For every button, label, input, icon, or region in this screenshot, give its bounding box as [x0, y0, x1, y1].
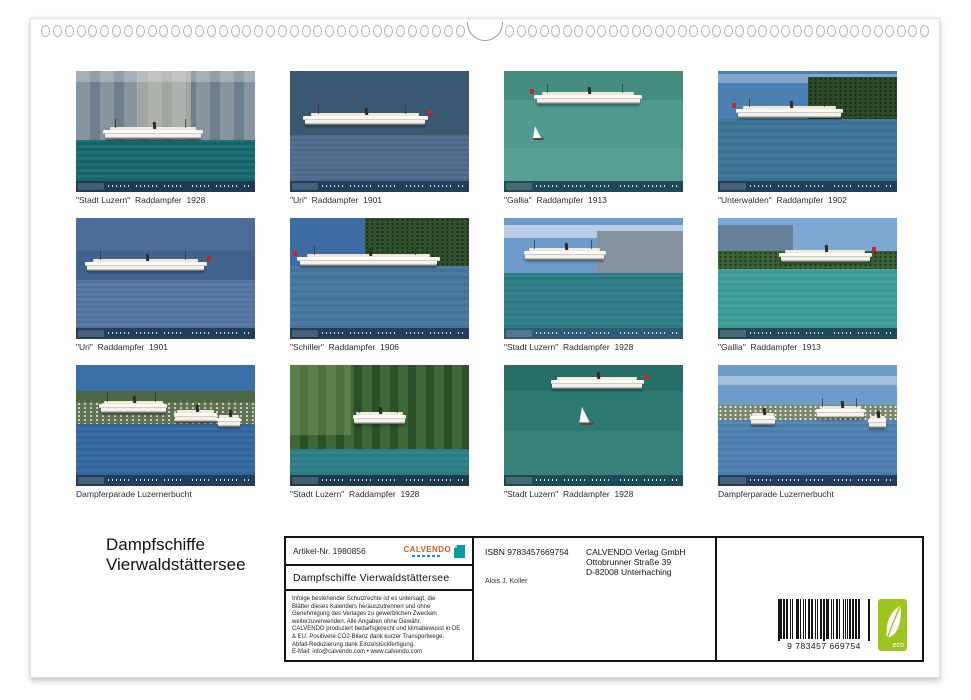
page-title-line2: Vierwaldstättersee: [106, 554, 246, 574]
hanger-hole: [467, 22, 503, 41]
swiss-flag: [207, 256, 211, 261]
calendar-date-bar: [76, 181, 255, 192]
photo-layer: [76, 140, 255, 181]
barcode-digits: 9 783457 669754: [778, 641, 870, 651]
binding-hole: [827, 25, 836, 37]
binding-hole: [563, 25, 572, 37]
binding-hole: [643, 25, 652, 37]
month-label: [506, 183, 532, 190]
ship-funnel: [146, 254, 149, 261]
binding-hole: [77, 25, 86, 37]
thumbnail-caption: Dampferparade Luzernerbucht: [76, 489, 192, 499]
binding-hole: [862, 25, 871, 37]
thumbnail-scene: [290, 365, 469, 475]
thumbnail-photo: [76, 218, 255, 339]
ship-funnel: [369, 249, 372, 256]
binding-hole: [874, 25, 883, 37]
month-label: [292, 330, 318, 337]
barcode-guard-middle: [823, 599, 825, 645]
sailboat-sail: [533, 126, 541, 138]
binding-hole: [396, 25, 405, 37]
binding-hole: [65, 25, 74, 37]
thumbnail-scene: [504, 71, 683, 181]
page-title-line1: Dampfschiffe: [106, 535, 205, 554]
thumbnail-scene: [718, 218, 897, 328]
ship-mast: [622, 84, 623, 93]
calvendo-logo: [404, 545, 466, 558]
thumbnail-photo: [76, 71, 255, 192]
binding-hole: [325, 25, 334, 37]
binding-hole: [171, 25, 180, 37]
ship-hull: [175, 417, 216, 422]
barcode-box: [715, 536, 924, 662]
month-label: [292, 477, 318, 484]
binding-hole: [655, 25, 664, 37]
ship-hull: [525, 255, 604, 260]
swiss-flag: [428, 110, 432, 115]
ship-mast: [397, 404, 398, 413]
binding-holes-right: [505, 25, 929, 37]
ship-funnel: [565, 243, 568, 250]
ship-funnel: [588, 87, 591, 94]
calendar-date-bar: [718, 328, 897, 339]
day-numbers: [322, 185, 465, 187]
binding-hole: [597, 25, 606, 37]
binding-hole: [735, 25, 744, 37]
calendar-thumbnail: [718, 365, 897, 501]
ship-mast: [749, 98, 750, 107]
thumbnail-scene: [290, 218, 469, 328]
publisher-address: [586, 547, 686, 577]
photo-layer: [718, 269, 897, 328]
legal-line: Blätter dieses Kalenders herauszutrennen und ohne: [292, 603, 431, 610]
binding-hole: [586, 25, 595, 37]
sailboat-hull: [533, 138, 544, 140]
month-label: [506, 330, 532, 337]
binding-hole: [551, 25, 560, 37]
ship-funnel: [153, 122, 156, 129]
binding-hole: [266, 25, 275, 37]
ship-funnel: [365, 108, 368, 115]
binding-hole: [302, 25, 311, 37]
steamship: [85, 259, 207, 273]
binding-hole: [337, 25, 346, 37]
binding-hole: [361, 25, 370, 37]
binding-hole: [816, 25, 825, 37]
photo-layer: [76, 280, 255, 328]
legal-line: weiterzuverwenden. Alle Angaben ohne Gewähr.: [292, 618, 422, 625]
calendar-date-bar: [76, 475, 255, 486]
binding-hole: [666, 25, 675, 37]
ship-mast: [822, 398, 823, 407]
calvendo-wordmark: CALVENDO: [403, 545, 451, 554]
calendar-date-bar: [718, 475, 897, 486]
binding-hole: [183, 25, 192, 37]
legal-line: Abfall-Reduzierung dank Einzelstückfertigung.: [292, 641, 415, 648]
swiss-flag: [293, 251, 297, 256]
steamship: [99, 401, 167, 417]
day-numbers: [322, 479, 465, 481]
steamship: [297, 254, 440, 267]
swiss-flag: [732, 103, 736, 108]
photo-layer: [504, 273, 683, 328]
binding-hole: [758, 25, 767, 37]
calendar-date-bar: [290, 475, 469, 486]
ship-funnel: [597, 372, 600, 379]
steamship: [174, 410, 217, 420]
calendar-thumbnail: [718, 218, 897, 354]
photo-layer: [504, 431, 683, 475]
sailboat-hull: [579, 423, 593, 426]
binding-hole: [290, 25, 299, 37]
legal-line: Genehmigung des Verlages zu gewerblichen Zwecken: [292, 611, 437, 618]
day-numbers: [536, 185, 679, 187]
binding-hole: [712, 25, 721, 37]
ship-funnel: [196, 405, 199, 412]
binding-hole: [53, 25, 62, 37]
ship-mast: [318, 105, 319, 114]
thumbnail-caption: "Schiller" Raddampfer 1906: [290, 342, 400, 352]
calvendo-page-icon: [454, 545, 465, 558]
binding-hole: [432, 25, 441, 37]
day-numbers: [108, 332, 251, 334]
spiral-binding: [41, 25, 929, 45]
ship-hull: [218, 422, 240, 427]
calendar-date-bar: [504, 181, 683, 192]
photo-layer: [290, 365, 351, 435]
ship-hull: [869, 423, 886, 428]
thumbnail-scene: [504, 365, 683, 475]
month-label: [720, 183, 746, 190]
thumbnail-caption: Dampferparade Luzernerbucht: [718, 489, 834, 499]
binding-hole: [620, 25, 629, 37]
ship-hull: [354, 419, 406, 424]
binding-hole: [88, 25, 97, 37]
sailboat-sail: [579, 407, 589, 423]
binding-hole: [908, 25, 917, 37]
swiss-flag: [530, 89, 534, 94]
binding-hole: [242, 25, 251, 37]
product-title-box: [284, 564, 474, 591]
thumbnail-caption: "Stadt Luzern" Raddampfer 1928: [76, 195, 206, 205]
calendar-thumbnail: [290, 365, 469, 501]
publisher-name: CALVENDO Verlag GmbH: [586, 547, 686, 557]
binding-hole: [349, 25, 358, 37]
calendar-thumbnail: [76, 71, 255, 207]
binding-hole: [724, 25, 733, 37]
ship-hull: [101, 408, 166, 413]
thumbnail-scene: [718, 71, 897, 181]
calendar-date-bar: [504, 475, 683, 486]
legal-line: E-Mail: info@calvendo.com • www.calvendo.com: [292, 649, 422, 656]
ship-funnel: [229, 409, 232, 416]
day-numbers: [108, 479, 251, 481]
ship-hull: [751, 420, 775, 425]
steamship: [534, 92, 641, 105]
day-numbers: [750, 332, 893, 334]
binding-hole: [885, 25, 894, 37]
thumbnail-photo: [718, 218, 897, 339]
binding-hole: [678, 25, 687, 37]
steamship: [779, 250, 872, 262]
ship-hull: [781, 257, 870, 262]
calendar-date-bar: [290, 181, 469, 192]
binding-hole: [444, 25, 453, 37]
binding-hole: [100, 25, 109, 37]
thumbnail-scene: [76, 218, 255, 328]
binding-hole: [313, 25, 322, 37]
swiss-flag: [872, 247, 876, 252]
binding-hole: [701, 25, 710, 37]
thumbnail-photo: [718, 71, 897, 192]
thumbnail-caption: "Stadt Luzern" Raddampfer 1928: [504, 342, 634, 352]
steamship: [750, 413, 775, 420]
binding-hole: [373, 25, 382, 37]
month-label: [78, 330, 104, 337]
ship-hull: [552, 384, 641, 389]
day-numbers: [536, 479, 679, 481]
photo-layer: [290, 266, 469, 328]
ship-hull: [87, 266, 204, 271]
photo-layer: [718, 420, 897, 475]
legal-box: [284, 589, 474, 662]
ship-hull: [537, 99, 640, 104]
steamship: [103, 127, 203, 140]
ship-mast: [591, 240, 592, 249]
binding-hole: [456, 25, 465, 37]
ship-hull: [305, 120, 425, 125]
calendar-thumbnail: [504, 71, 683, 207]
isbn-number: ISBN 9783457669754: [485, 547, 569, 557]
binding-hole: [920, 25, 929, 37]
binding-hole: [632, 25, 641, 37]
thumbnail-scene: [76, 365, 255, 475]
binding-hole: [540, 25, 549, 37]
ship-mast: [534, 240, 535, 249]
ean-barcode: [778, 599, 870, 651]
binding-hole: [804, 25, 813, 37]
binding-hole: [112, 25, 121, 37]
steamship: [353, 412, 407, 429]
calendar-date-bar: [504, 328, 683, 339]
binding-hole: [408, 25, 417, 37]
swiss-flag: [644, 374, 648, 379]
artikel-box: [284, 536, 474, 566]
ship-deck: [217, 418, 240, 422]
binding-hole: [574, 25, 583, 37]
binding-hole: [195, 25, 204, 37]
binding-hole: [219, 25, 228, 37]
month-label: [78, 183, 104, 190]
binding-hole: [770, 25, 779, 37]
binding-hole: [41, 25, 50, 37]
ship-mast: [415, 246, 416, 255]
barcode-guard-right: [868, 599, 870, 645]
binding-hole: [505, 25, 514, 37]
eco-label: eco: [892, 642, 904, 649]
ship-hull: [105, 134, 201, 139]
ship-hull: [300, 261, 437, 266]
day-numbers: [322, 332, 465, 334]
legal-line: & EU. Positivere CO2-Bilanz dank kurzer Transportwege.: [292, 633, 445, 640]
thumbnail-caption: "Stadt Luzern" Raddampfer 1928: [504, 489, 634, 499]
binding-hole: [124, 25, 133, 37]
thumbnail-photo: [504, 71, 683, 192]
binding-hole: [136, 25, 145, 37]
thumbnail-scene: [718, 365, 897, 475]
thumbnail-caption: "Stadt Luzern" Raddampfer 1928: [290, 489, 420, 499]
calendar-thumbnail: [290, 71, 469, 207]
calvendo-tagline: [412, 555, 442, 557]
author-name: Alois J. Koller: [485, 578, 528, 585]
ship-mast: [824, 98, 825, 107]
legal-line: Infolge bestehender Schutzrechte ist es untersagt, die: [292, 596, 436, 602]
thumbnail-photo: [290, 71, 469, 192]
calendar-thumbnail: [718, 71, 897, 207]
steamship: [303, 113, 428, 127]
page-title: [106, 535, 246, 574]
thumbnail-photo: [290, 365, 469, 486]
photo-layer: [290, 135, 469, 181]
barcode-bar: [860, 599, 862, 639]
binding-hole: [781, 25, 790, 37]
binding-hole: [850, 25, 859, 37]
eco-logo: [878, 599, 907, 651]
calendar-thumbnail: [504, 365, 683, 501]
binding-hole: [231, 25, 240, 37]
calendar-date-bar: [290, 328, 469, 339]
thumbnail-caption: "Unterwalden" Raddampfer 1902: [718, 195, 847, 205]
month-label: [506, 477, 532, 484]
day-numbers: [750, 185, 893, 187]
thumbnail-caption: "Gallia" Raddampfer 1913: [718, 342, 821, 352]
binding-hole: [148, 25, 157, 37]
steamship: [217, 415, 240, 422]
binding-hole: [747, 25, 756, 37]
calendar-date-bar: [718, 181, 897, 192]
ship-mast: [100, 251, 101, 260]
thumbnail-caption: "Uri" Raddampfer 1901: [76, 342, 169, 352]
binding-hole: [609, 25, 618, 37]
ship-mast: [547, 84, 548, 93]
thumbnail-photo: [76, 365, 255, 486]
photo-layer: [718, 119, 897, 181]
ship-mast: [405, 105, 406, 114]
steamship: [868, 416, 886, 422]
calvendo-wordmark-wrap: [404, 545, 452, 557]
calendar-thumbnail: [76, 218, 255, 354]
publisher-box: [472, 536, 717, 662]
legal-line: CALVENDO produziert bedarfsgerecht und klimabewusst in DE: [292, 626, 461, 633]
ship-mast: [155, 393, 156, 402]
month-label: [720, 330, 746, 337]
binding-hole: [278, 25, 287, 37]
ship-hull: [817, 413, 863, 418]
calendar-thumbnail: [504, 218, 683, 354]
thumbnail-photo: [290, 218, 469, 339]
thumbnail-photo: [504, 365, 683, 486]
photo-layer: [718, 365, 897, 405]
sailboat: [533, 126, 544, 140]
photo-layer: [597, 231, 683, 273]
day-numbers: [750, 479, 893, 481]
ship-deck: [868, 419, 886, 423]
binding-hole: [159, 25, 168, 37]
binding-hole: [793, 25, 802, 37]
binding-hole: [689, 25, 698, 37]
photo-layer: [504, 148, 683, 181]
ship-mast: [185, 119, 186, 128]
day-numbers: [108, 185, 251, 187]
thumbnail-scene: [76, 71, 255, 181]
thumbnail-caption: "Gallia" Raddampfer 1913: [504, 195, 607, 205]
sailboat: [579, 407, 593, 425]
photo-layer: [76, 71, 255, 82]
thumbnail-scene: [504, 218, 683, 328]
ship-mast: [314, 246, 315, 255]
calendar-thumbnail: [76, 365, 255, 501]
calendar-date-bar: [76, 328, 255, 339]
ship-funnel: [840, 401, 843, 408]
ship-hull: [738, 113, 841, 118]
publisher-city: D-82008 Unterhaching: [586, 567, 672, 577]
thumbnail-caption: "Uri" Raddampfer 1901: [290, 195, 383, 205]
binding-hole: [384, 25, 393, 37]
month-label: [78, 477, 104, 484]
ship-mast: [115, 119, 116, 128]
photo-layer: [290, 449, 469, 475]
month-label: [292, 183, 318, 190]
product-title: Dampfschiffe Vierwaldstättersee: [293, 571, 450, 584]
binding-hole: [528, 25, 537, 37]
thumbnail-scene: [290, 71, 469, 181]
ship-mast: [856, 398, 857, 407]
binding-hole: [517, 25, 526, 37]
ship-funnel: [762, 408, 765, 415]
ship-mast: [107, 393, 108, 402]
publisher-street: Ottobrunner Straße 39: [586, 557, 672, 567]
photo-layer: [76, 424, 255, 475]
thumbnail-grid: [76, 71, 897, 501]
month-label: [720, 477, 746, 484]
photo-layer: [76, 218, 255, 251]
binding-holes-left: [41, 25, 465, 37]
binding-hole: [839, 25, 848, 37]
photo-layer: [718, 376, 897, 385]
barcode-guard-left: [778, 599, 780, 645]
ship-funnel: [789, 101, 792, 108]
thumbnail-photo: [504, 218, 683, 339]
steamship: [551, 377, 644, 389]
thumbnail-photo: [718, 365, 897, 486]
steamship: [736, 106, 843, 119]
calendar-thumbnail: [290, 218, 469, 354]
ship-mast: [185, 251, 186, 260]
steamship: [524, 248, 606, 264]
binding-hole: [207, 25, 216, 37]
binding-hole: [897, 25, 906, 37]
binding-hole: [254, 25, 263, 37]
steamship: [816, 406, 864, 419]
artikel-number: Artikel-Nr. 1980856: [293, 546, 366, 556]
binding-hole: [420, 25, 429, 37]
ship-mast: [359, 404, 360, 413]
calendar-sheet: [30, 18, 940, 678]
day-numbers: [536, 332, 679, 334]
